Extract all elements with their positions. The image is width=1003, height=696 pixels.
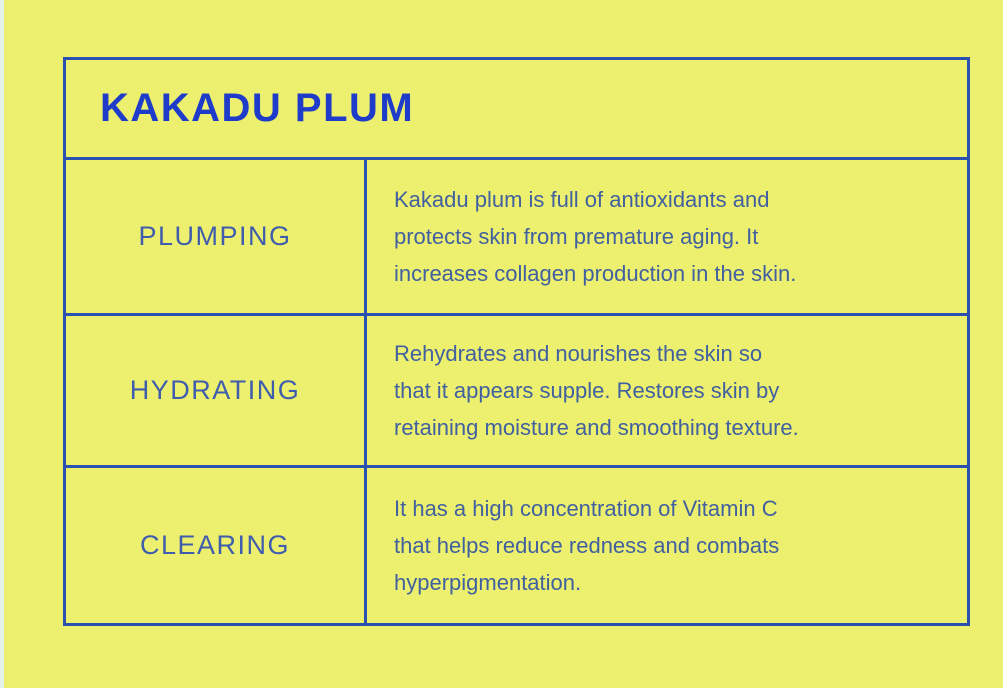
benefit-description-line: that it appears supple. Restores skin by (394, 378, 780, 403)
benefit-label: HYDRATING (129, 375, 301, 405)
table-header (66, 60, 967, 157)
table-row-hydrating (66, 313, 967, 465)
benefit-label-cell (66, 316, 364, 465)
benefit-description-cell (364, 160, 967, 313)
benefit-label-cell (66, 160, 364, 313)
benefit-description-cell (364, 316, 967, 465)
benefit-description-line: that helps reduce redness and combats (394, 533, 780, 558)
benefit-label: PLUMPING (138, 221, 292, 251)
benefit-description-line: hyperpigmentation. (394, 570, 582, 595)
benefit-description-line: retaining moisture and smoothing texture. (394, 415, 799, 440)
benefit-description-line: protects skin from premature aging. It (394, 224, 759, 249)
benefit-description-line: Kakadu plum is full of antioxidants and (394, 187, 770, 212)
benefit-description-line: It has a high concentration of Vitamin C (394, 496, 778, 521)
ingredient-benefits-table (63, 57, 970, 626)
page-bottom-margin (0, 688, 1003, 696)
table-title: KAKADU PLUM (100, 86, 415, 130)
benefit-label: CLEARING (139, 530, 291, 560)
benefit-description-line: Rehydrates and nourishes the skin so (394, 341, 763, 366)
benefit-description-line: increases collagen production in the skin. (394, 261, 797, 286)
infographic-card (4, 0, 1003, 688)
table-row-clearing (66, 465, 967, 623)
benefit-description-cell (364, 468, 967, 623)
table-row-plumping (66, 157, 967, 313)
benefit-label-cell (66, 468, 364, 623)
